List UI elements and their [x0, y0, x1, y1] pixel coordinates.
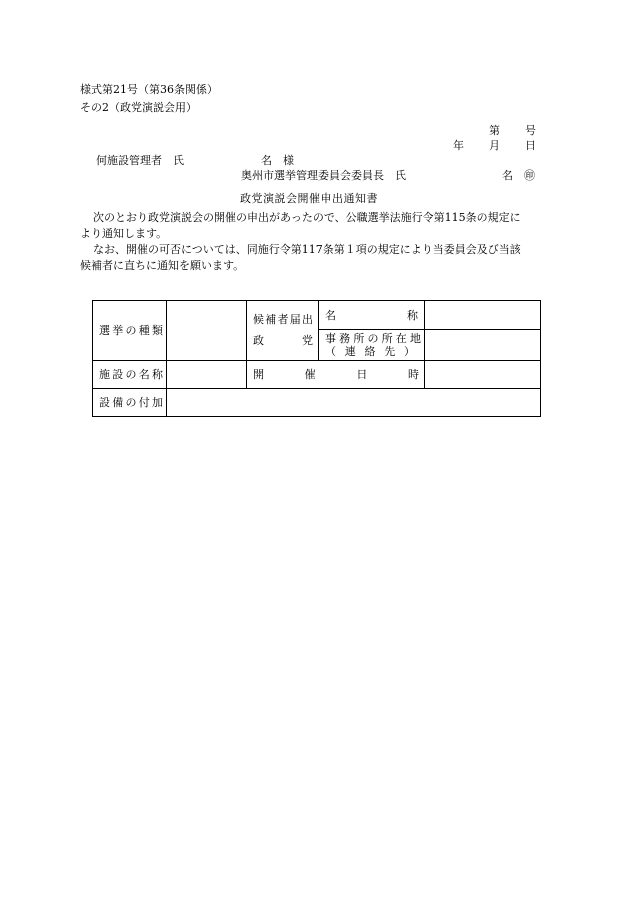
- form-subtitle: その2（政党演説会用）: [80, 101, 197, 114]
- reference-go: 号: [525, 124, 536, 137]
- body-para1-line1: 次のとおり政党演説会の開催の申出があったので、公職選挙法施行令第115条の規定に: [93, 211, 521, 224]
- sender-name-seal: 名 ㊞: [502, 169, 535, 182]
- addressee-name-sama: 名 様: [261, 154, 294, 167]
- value-shisetsu-no-meisho[interactable]: [167, 360, 247, 388]
- label-shisetsu-no-meisho: 施 設 の 名 称: [93, 360, 167, 388]
- addressee-prefix: 何施設管理者 氏: [96, 154, 184, 167]
- reference-dai: 第: [489, 124, 500, 137]
- value-senkyo-no-shurui[interactable]: [167, 301, 247, 361]
- document-title: 政党演説会開催申出通知書: [240, 192, 378, 205]
- date-hi: 日: [525, 139, 536, 152]
- date-tsuki: 月: [489, 139, 500, 152]
- form-number: 様式第21号（第36条関係）: [80, 83, 218, 96]
- value-meisho[interactable]: [425, 301, 541, 330]
- label-kaisai-nichiji: 開 催 日 時: [247, 360, 425, 388]
- sender-org: 奥州市選挙管理委員会委員長 氏: [241, 169, 406, 182]
- date-nen: 年: [453, 139, 464, 152]
- body-para2-line2: 候補者に直ちに通知を願います。: [80, 259, 245, 272]
- body-para1-line2: より通知します。: [80, 227, 168, 240]
- body-para2-line1: なお、開催の可否については、同施行令第117条第１項の規定により当委員会及び当該: [93, 243, 521, 256]
- value-kaisai-nichiji[interactable]: [425, 360, 541, 388]
- label-setsubi-no-fuka: 設 備 の 付 加: [93, 388, 167, 416]
- label-meisho: 名 称: [319, 301, 425, 330]
- label-koho-todokede-seito: 候 補 者 届 出 政 党: [247, 301, 319, 361]
- value-setsubi-no-fuka[interactable]: [167, 388, 541, 416]
- label-senkyo-no-shurui: 選 挙 の 種 類: [93, 301, 167, 361]
- notification-table: [92, 300, 541, 417]
- value-jimusho-shozaichi[interactable]: [425, 330, 541, 360]
- label-jimusho-shozaichi: 事 務 所 の 所 在 地 （ 連 絡 先 ）: [319, 330, 425, 360]
